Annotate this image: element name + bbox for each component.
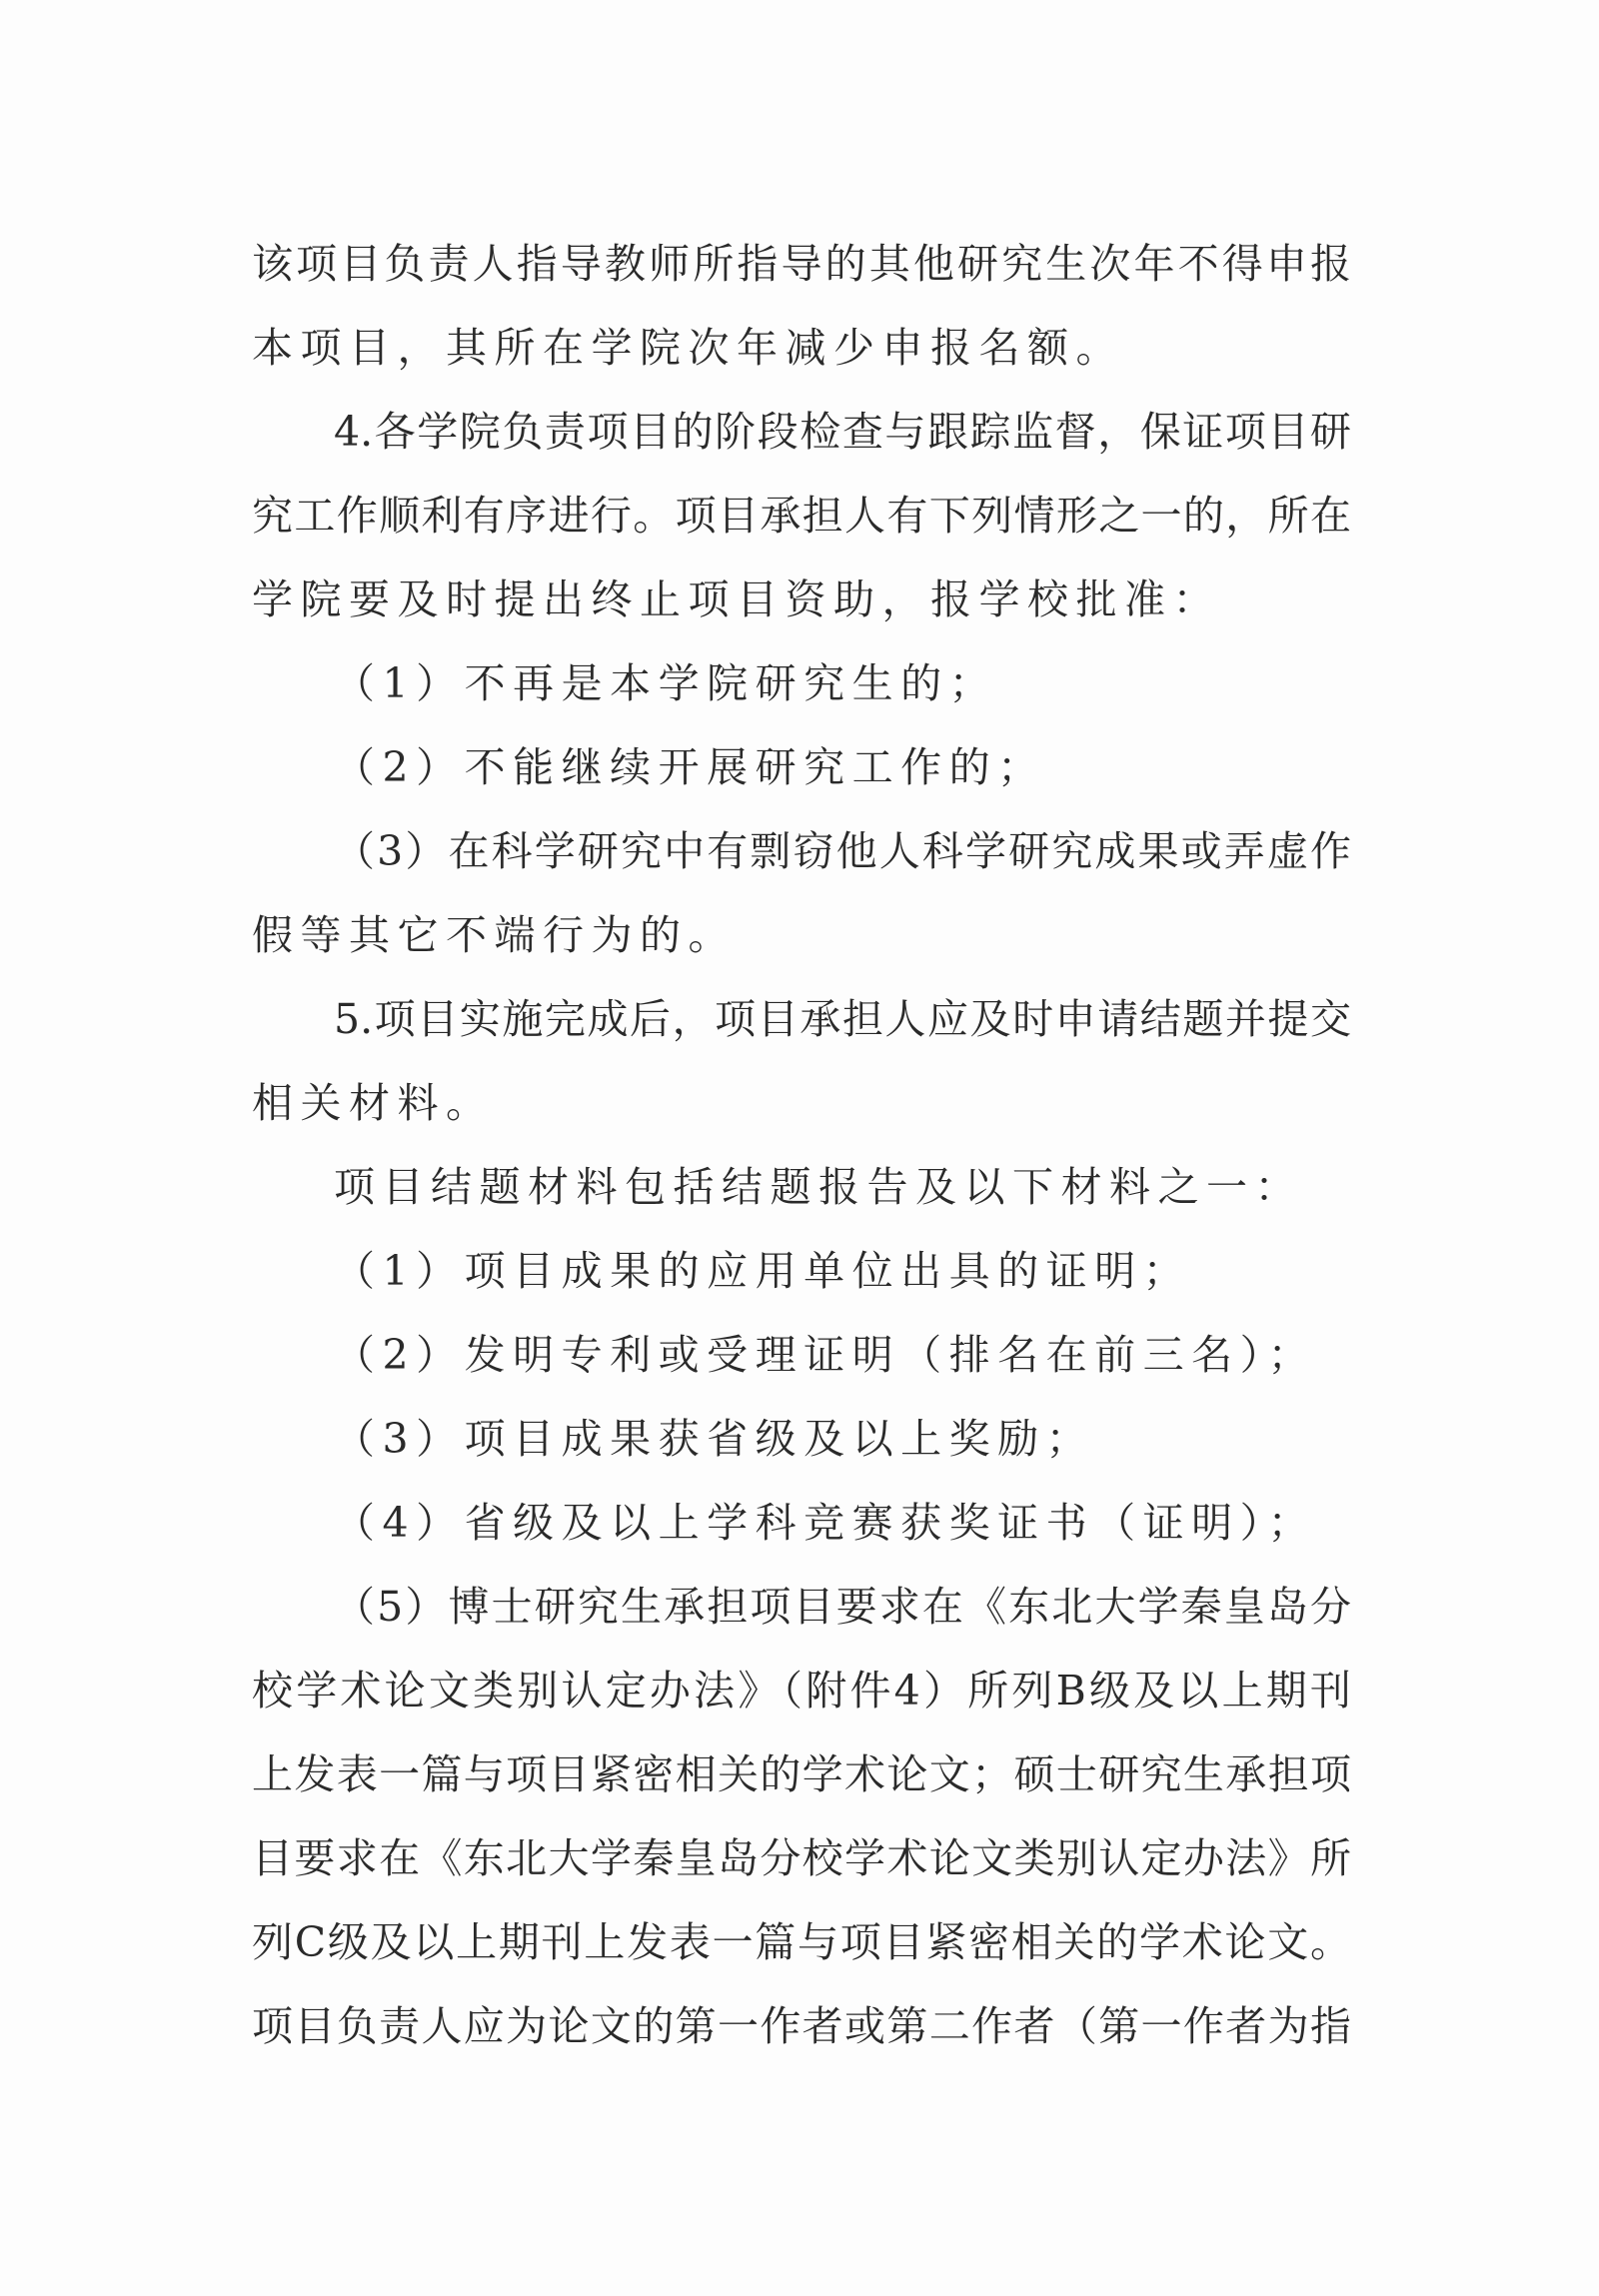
text-line: 5.项目实施完成后，项目承担人应及时申请结题并提交	[334, 995, 1351, 1043]
text-line: 该项目负责人指导教师所指导的其他研究生次年不得申报	[252, 240, 1351, 288]
text-line: （3）项目成果获省级及以上奖励；	[334, 1415, 1095, 1463]
text-line: 学院要及时提出终止项目资助，报学校批准：	[252, 575, 1221, 623]
text-line: （3）在科学研究中有剽窃他人科学研究成果或弄虚作	[334, 827, 1351, 875]
text-line: 4.各学院负责项目的阶段检查与跟踪监督，保证项目研	[334, 408, 1351, 456]
text-line: 目要求在《东北大学秦皇岛分校学术论文类别认定办法》所	[252, 1834, 1351, 1882]
text-line: 列C级及以上期刊上发表一篇与项目紧密相关的学术论文。	[252, 1918, 1351, 1966]
text-line: （4）省级及以上学科竞赛获奖证书（证明）；	[334, 1499, 1317, 1547]
document-body	[252, 222, 1351, 2068]
text-line: （2）发明专利或受理证明（排名在前三名）；	[334, 1331, 1317, 1379]
text-line: 校学术论文类别认定办法》（附件4）所列B级及以上期刊	[252, 1667, 1351, 1715]
text-line: 本项目，其所在学院次年减少申报名额。	[252, 324, 1124, 372]
text-line: （2）不能继续开展研究工作的；	[334, 743, 1046, 791]
text-line: 假等其它不端行为的。	[252, 911, 737, 959]
text-line: （1）项目成果的应用单位出具的证明；	[334, 1247, 1192, 1295]
text-line: 项目结题材料包括结题报告及以下材料之一：	[334, 1163, 1303, 1211]
text-line: （1）不再是本学院研究生的；	[334, 659, 998, 707]
text-line: 究工作顺利有序进行。项目承担人有下列情形之一的，所在	[252, 492, 1351, 540]
text-line: 相关材料。	[252, 1079, 495, 1127]
text-line: （5）博士研究生承担项目要求在《东北大学秦皇岛分	[334, 1583, 1351, 1631]
text-line: 上发表一篇与项目紧密相关的学术论文；硕士研究生承担项	[252, 1750, 1351, 1798]
text-line: 项目负责人应为论文的第一作者或第二作者（第一作者为指	[252, 2002, 1351, 2050]
